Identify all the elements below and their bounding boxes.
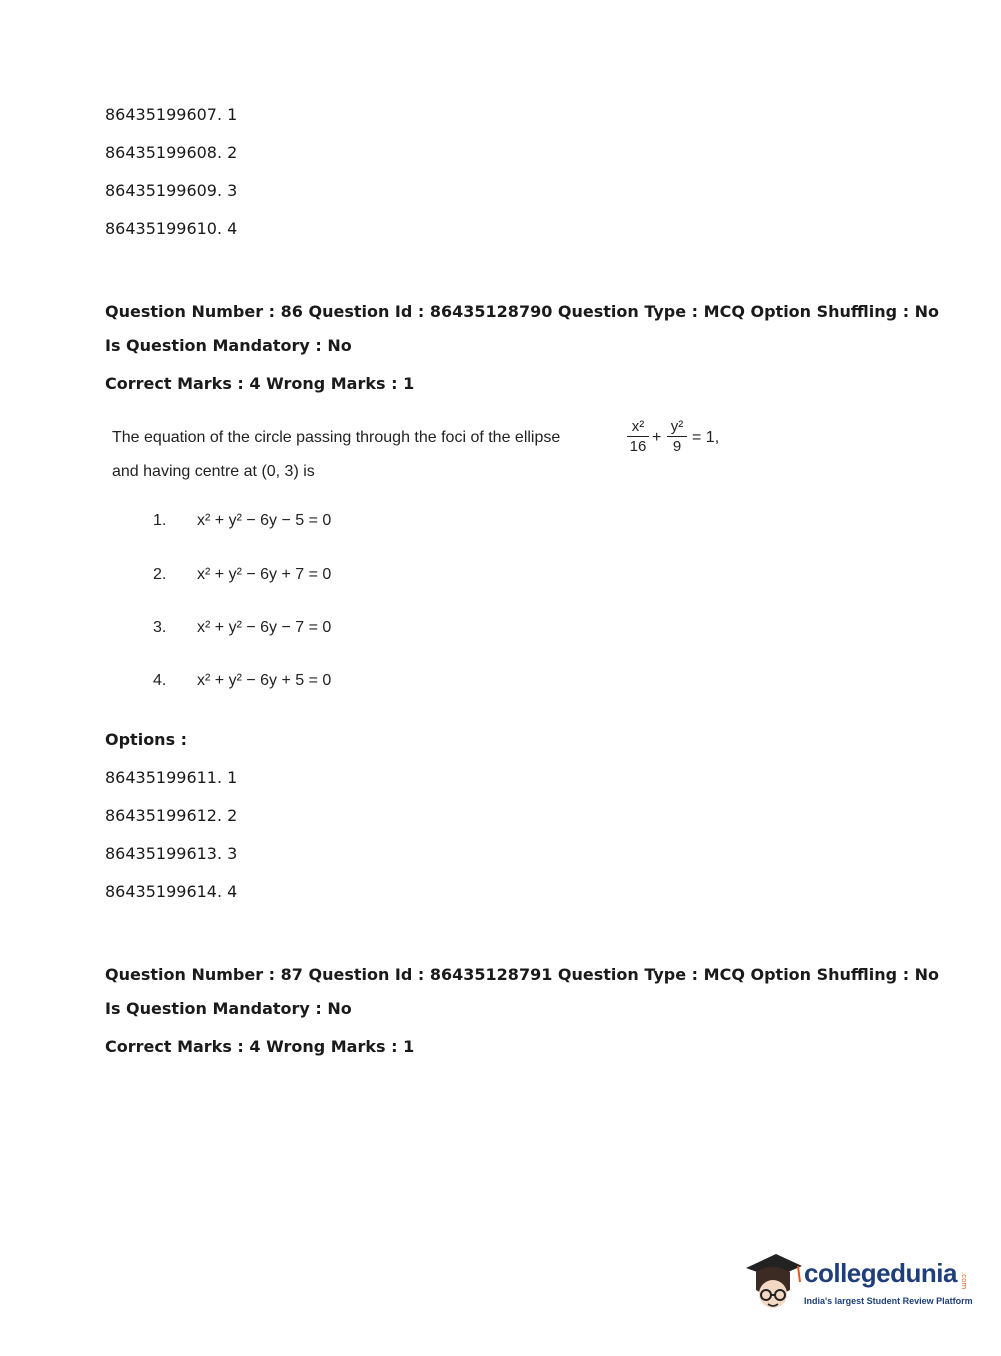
fraction-bar — [667, 436, 687, 437]
choice-expression: x² + y² − 6y − 5 = 0 — [197, 512, 332, 529]
choice-number: 3. — [153, 619, 167, 636]
question-header: Question Number : 86 Question Id : 86435128790 Question Type : MCQ Option Shuffling : No — [105, 302, 940, 321]
answer-choice — [153, 512, 331, 530]
fraction-denominator: 9 — [672, 438, 682, 455]
choice-expression: x² + y² − 6y + 5 = 0 — [197, 672, 332, 689]
plus-sign: + — [652, 429, 662, 446]
option-line: 86435199612. 2 — [105, 806, 238, 825]
question-marks: Correct Marks : 4 Wrong Marks : 1 — [105, 374, 415, 393]
option-line: 86435199609. 3 — [105, 181, 238, 200]
answer-choice — [153, 619, 331, 637]
collegedunia-logo — [742, 1250, 972, 1320]
fraction-bar — [627, 436, 649, 437]
answer-choice — [153, 672, 331, 690]
option-line: 86435199611. 1 — [105, 768, 238, 787]
fraction-numerator: y² — [670, 418, 684, 435]
options-label: Options : — [105, 730, 188, 749]
question-mandatory: Is Question Mandatory : No — [105, 999, 352, 1018]
logo-wordmark: collegedunia — [804, 1258, 957, 1288]
option-line: 86435199613. 3 — [105, 844, 238, 863]
option-line: 86435199614. 4 — [105, 882, 238, 901]
logo-tagline: India's largest Student Review Platform — [804, 1296, 973, 1306]
mascot-icon — [742, 1250, 804, 1320]
choice-number: 2. — [153, 566, 167, 583]
choice-number: 1. — [153, 512, 167, 529]
choice-expression: x² + y² − 6y + 7 = 0 — [197, 566, 332, 583]
question-text-line2: and having centre at (0, 3) is — [112, 463, 315, 480]
fraction-denominator: 16 — [629, 438, 647, 455]
choice-expression: x² + y² − 6y − 7 = 0 — [197, 619, 332, 636]
question-text-line1: The equation of the circle passing through the foci of the ellipse — [112, 429, 561, 446]
logo-com: .com — [960, 1272, 968, 1290]
answer-choice — [153, 566, 331, 584]
question-mandatory: Is Question Mandatory : No — [105, 336, 352, 355]
fraction-numerator: x² — [631, 418, 645, 435]
choice-number: 4. — [153, 672, 167, 689]
option-line: 86435199607. 1 — [105, 105, 238, 124]
equals-one: = 1, — [692, 429, 720, 446]
option-line: 86435199608. 2 — [105, 143, 238, 162]
question-header: Question Number : 87 Question Id : 86435128791 Question Type : MCQ Option Shuffling : No — [105, 965, 940, 984]
fraction-y-over-9 — [667, 418, 687, 455]
option-line: 86435199610. 4 — [105, 219, 238, 238]
question-marks: Correct Marks : 4 Wrong Marks : 1 — [105, 1037, 415, 1056]
fraction-x-over-16 — [627, 418, 649, 455]
